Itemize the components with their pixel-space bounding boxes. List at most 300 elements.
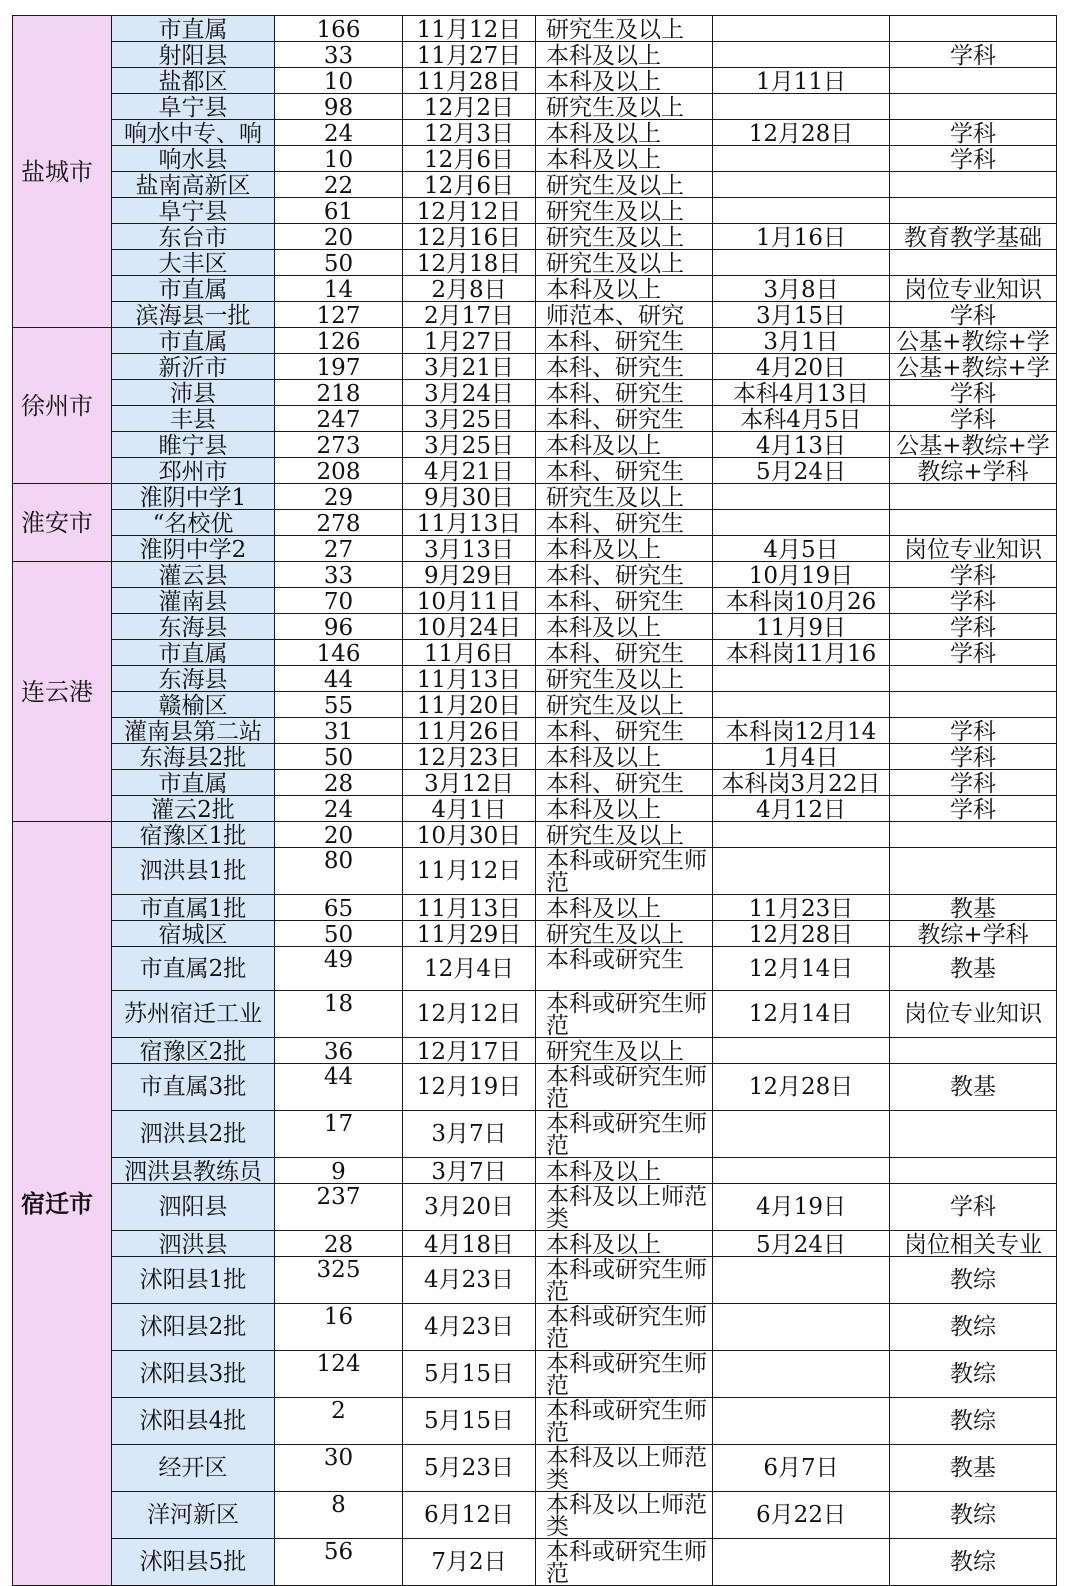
count-cell: 166 <box>275 16 403 42</box>
exam-date-cell <box>713 666 890 692</box>
count-cell: 27 <box>275 536 403 562</box>
exam-date-cell: 本科岗10月26 <box>713 588 890 614</box>
table-row <box>13 1304 1057 1351</box>
subject-cell <box>890 198 1057 224</box>
date-cell: 10月30日 <box>403 822 536 848</box>
district-cell: 市直属2批 <box>112 947 275 991</box>
table-row <box>13 172 1057 198</box>
district-cell: 沭阳县4批 <box>112 1398 275 1445</box>
subject-cell: 学科 <box>890 718 1057 744</box>
education-cell: 研究生及以上 <box>536 666 713 692</box>
table-row <box>13 562 1057 588</box>
exam-date-cell <box>713 1351 890 1398</box>
date-cell: 11月12日 <box>403 848 536 895</box>
table-row <box>13 536 1057 562</box>
district-cell: 市直属1批 <box>112 895 275 921</box>
count-cell: 10 <box>275 68 403 94</box>
exam-date-cell <box>713 172 890 198</box>
subject-cell: 学科 <box>890 770 1057 796</box>
count-cell: 2 <box>275 1398 403 1445</box>
date-cell: 10月24日 <box>403 614 536 640</box>
district-cell: 市直属 <box>112 640 275 666</box>
district-cell: 射阳县 <box>112 42 275 68</box>
education-cell: 本科、研究生 <box>536 406 713 432</box>
exam-date-cell: 4月12日 <box>713 796 890 822</box>
date-cell: 12月17日 <box>403 1038 536 1064</box>
table-row <box>13 921 1057 947</box>
date-cell: 6月12日 <box>403 1492 536 1539</box>
district-cell: 滨海县一批 <box>112 302 275 328</box>
district-cell: 苏州宿迁工业 <box>112 991 275 1038</box>
exam-date-cell: 11月9日 <box>713 614 890 640</box>
subject-cell: 学科 <box>890 744 1057 770</box>
count-cell: 96 <box>275 614 403 640</box>
subject-cell <box>890 172 1057 198</box>
table-row <box>13 744 1057 770</box>
district-cell: 宿城区 <box>112 921 275 947</box>
date-cell: 3月25日 <box>403 432 536 458</box>
education-cell: 本科、研究生 <box>536 640 713 666</box>
count-cell: 10 <box>275 146 403 172</box>
table-row <box>13 354 1057 380</box>
exam-date-cell: 5月24日 <box>713 1231 890 1257</box>
date-cell: 4月23日 <box>403 1257 536 1304</box>
date-cell: 12月6日 <box>403 172 536 198</box>
date-cell: 3月25日 <box>403 406 536 432</box>
date-cell: 11月13日 <box>403 666 536 692</box>
exam-date-cell <box>713 848 890 895</box>
education-cell: 本科及以上 <box>536 68 713 94</box>
count-cell: 127 <box>275 302 403 328</box>
district-cell: 灌南县 <box>112 588 275 614</box>
table-row <box>13 510 1057 536</box>
education-cell: 研究生及以上 <box>536 822 713 848</box>
exam-date-cell <box>713 1158 890 1184</box>
table-row <box>13 484 1057 510</box>
count-cell: 197 <box>275 354 403 380</box>
education-cell: 本科、研究生 <box>536 328 713 354</box>
exam-date-cell: 3月1日 <box>713 328 890 354</box>
district-cell: 淮阴中学1 <box>112 484 275 510</box>
table-row <box>13 146 1057 172</box>
district-cell: 灌云2批 <box>112 796 275 822</box>
count-cell: 31 <box>275 718 403 744</box>
district-cell: 市直属 <box>112 328 275 354</box>
date-cell: 4月1日 <box>403 796 536 822</box>
count-cell: 98 <box>275 94 403 120</box>
count-cell: 17 <box>275 1111 403 1158</box>
exam-date-cell: 12月14日 <box>713 991 890 1038</box>
education-cell: 本科或研究生师范 <box>536 991 713 1038</box>
subject-cell: 公基+教综+学 <box>890 432 1057 458</box>
table-row <box>13 302 1057 328</box>
education-cell: 本科及以上 <box>536 120 713 146</box>
date-cell: 3月21日 <box>403 354 536 380</box>
count-cell: 44 <box>275 1064 403 1111</box>
subject-cell: 教综 <box>890 1539 1057 1586</box>
table-row <box>13 822 1057 848</box>
date-cell: 4月23日 <box>403 1304 536 1351</box>
district-cell: 市直属 <box>112 16 275 42</box>
district-cell: 市直属 <box>112 770 275 796</box>
count-cell: 56 <box>275 1539 403 1586</box>
table-row <box>13 666 1057 692</box>
table-row <box>13 1158 1057 1184</box>
education-cell: 本科及以上师范类 <box>536 1492 713 1539</box>
district-cell: 盐南高新区 <box>112 172 275 198</box>
subject-cell: 学科 <box>890 614 1057 640</box>
district-cell: 泗洪县1批 <box>112 848 275 895</box>
date-cell: 3月20日 <box>403 1184 536 1231</box>
education-cell: 师范本、研究 <box>536 302 713 328</box>
exam-date-cell: 12月28日 <box>713 921 890 947</box>
district-cell: 洋河新区 <box>112 1492 275 1539</box>
date-cell: 9月29日 <box>403 562 536 588</box>
date-cell: 12月23日 <box>403 744 536 770</box>
count-cell: 22 <box>275 172 403 198</box>
subject-cell: 公基+教综+学 <box>890 328 1057 354</box>
subject-cell <box>890 510 1057 536</box>
education-cell: 本科及以上 <box>536 42 713 68</box>
education-cell: 本科或研究生师范 <box>536 1351 713 1398</box>
count-cell: 8 <box>275 1492 403 1539</box>
education-cell: 研究生及以上 <box>536 250 713 276</box>
education-cell: 本科、研究生 <box>536 770 713 796</box>
subject-cell: 学科 <box>890 406 1057 432</box>
table-row <box>13 1111 1057 1158</box>
district-cell: 沛县 <box>112 380 275 406</box>
date-cell: 5月15日 <box>403 1398 536 1445</box>
subject-cell: 教基 <box>890 895 1057 921</box>
count-cell: 325 <box>275 1257 403 1304</box>
table-row <box>13 1038 1057 1064</box>
count-cell: 65 <box>275 895 403 921</box>
date-cell: 11月13日 <box>403 510 536 536</box>
count-cell: 273 <box>275 432 403 458</box>
count-cell: 36 <box>275 1038 403 1064</box>
exam-date-cell: 1月4日 <box>713 744 890 770</box>
education-cell: 本科、研究生 <box>536 458 713 484</box>
table-row <box>13 692 1057 718</box>
subject-cell: 教综+学科 <box>890 458 1057 484</box>
education-cell: 本科或研究生师范 <box>536 1304 713 1351</box>
table-row <box>13 718 1057 744</box>
subject-cell: 教综+学科 <box>890 921 1057 947</box>
district-cell: 东海县2批 <box>112 744 275 770</box>
count-cell: 44 <box>275 666 403 692</box>
district-cell: 经开区 <box>112 1445 275 1492</box>
exam-date-cell <box>713 146 890 172</box>
date-cell: 12月16日 <box>403 224 536 250</box>
education-cell: 本科及以上 <box>536 895 713 921</box>
education-cell: 本科及以上师范类 <box>536 1445 713 1492</box>
district-cell: 响水中专、响 <box>112 120 275 146</box>
subject-cell: 教育教学基础 <box>890 224 1057 250</box>
subject-cell: 教基 <box>890 947 1057 991</box>
table-row <box>13 458 1057 484</box>
date-cell: 4月21日 <box>403 458 536 484</box>
district-cell: 沭阳县1批 <box>112 1257 275 1304</box>
exam-date-cell: 11月23日 <box>713 895 890 921</box>
date-cell: 12月6日 <box>403 146 536 172</box>
subject-cell: 学科 <box>890 380 1057 406</box>
date-cell: 7月2日 <box>403 1539 536 1586</box>
education-cell: 本科或研究生师范 <box>536 1064 713 1111</box>
count-cell: 237 <box>275 1184 403 1231</box>
date-cell: 11月29日 <box>403 921 536 947</box>
table-row <box>13 1184 1057 1231</box>
subject-cell: 教综 <box>890 1398 1057 1445</box>
education-cell: 研究生及以上 <box>536 484 713 510</box>
table-row <box>13 848 1057 895</box>
count-cell: 24 <box>275 120 403 146</box>
district-cell: 宿豫区1批 <box>112 822 275 848</box>
table-row <box>13 1539 1057 1586</box>
subject-cell: 教综 <box>890 1257 1057 1304</box>
count-cell: 33 <box>275 42 403 68</box>
education-cell: 研究生及以上 <box>536 224 713 250</box>
district-cell: 市直属3批 <box>112 1064 275 1111</box>
education-cell: 本科及以上师范类 <box>536 1184 713 1231</box>
education-cell: 研究生及以上 <box>536 1038 713 1064</box>
count-cell: 126 <box>275 328 403 354</box>
date-cell: 11月28日 <box>403 68 536 94</box>
exam-date-cell <box>713 484 890 510</box>
count-cell: 146 <box>275 640 403 666</box>
subject-cell <box>890 1038 1057 1064</box>
count-cell: 124 <box>275 1351 403 1398</box>
exam-date-cell <box>713 94 890 120</box>
subject-cell: 学科 <box>890 146 1057 172</box>
table-row <box>13 1064 1057 1111</box>
district-cell: 泗洪县 <box>112 1231 275 1257</box>
education-cell: 本科、研究生 <box>536 588 713 614</box>
education-cell: 本科、研究生 <box>536 718 713 744</box>
table-row <box>13 588 1057 614</box>
table-row <box>13 1351 1057 1398</box>
district-cell: 灌云县 <box>112 562 275 588</box>
subject-cell: 教综 <box>890 1304 1057 1351</box>
count-cell: 247 <box>275 406 403 432</box>
count-cell: 50 <box>275 921 403 947</box>
subject-cell: 学科 <box>890 1184 1057 1231</box>
count-cell: 20 <box>275 822 403 848</box>
table-row <box>13 1231 1057 1257</box>
exam-date-cell: 4月20日 <box>713 354 890 380</box>
exam-date-cell: 4月5日 <box>713 536 890 562</box>
subject-cell: 教综 <box>890 1492 1057 1539</box>
exam-date-cell: 12月28日 <box>713 1064 890 1111</box>
subject-cell <box>890 68 1057 94</box>
count-cell: 9 <box>275 1158 403 1184</box>
subject-cell <box>890 1111 1057 1158</box>
subject-cell: 岗位专业知识 <box>890 991 1057 1038</box>
district-cell: 邳州市 <box>112 458 275 484</box>
subject-cell <box>890 94 1057 120</box>
table-row <box>13 1257 1057 1304</box>
exam-date-cell <box>713 250 890 276</box>
education-cell: 本科或研究生师范 <box>536 1539 713 1586</box>
date-cell: 3月24日 <box>403 380 536 406</box>
exam-date-cell <box>713 1398 890 1445</box>
subject-cell: 教综 <box>890 1351 1057 1398</box>
exam-date-cell <box>713 1257 890 1304</box>
date-cell: 11月26日 <box>403 718 536 744</box>
district-cell: 大丰区 <box>112 250 275 276</box>
education-cell: 研究生及以上 <box>536 16 713 42</box>
exam-date-cell: 6月22日 <box>713 1492 890 1539</box>
date-cell: 11月20日 <box>403 692 536 718</box>
education-cell: 本科及以上 <box>536 796 713 822</box>
district-cell: 泗洪县教练员 <box>112 1158 275 1184</box>
date-cell: 11月12日 <box>403 16 536 42</box>
exam-date-cell: 本科岗3月22日 <box>713 770 890 796</box>
count-cell: 24 <box>275 796 403 822</box>
education-cell: 本科及以上 <box>536 744 713 770</box>
city-cell: 宿迁市 <box>13 822 112 1586</box>
table-row <box>13 432 1057 458</box>
date-cell: 3月13日 <box>403 536 536 562</box>
count-cell: 18 <box>275 991 403 1038</box>
count-cell: 30 <box>275 1445 403 1492</box>
district-cell: 响水县 <box>112 146 275 172</box>
district-cell: 淮阴中学2 <box>112 536 275 562</box>
count-cell: 80 <box>275 848 403 895</box>
table-row <box>13 947 1057 991</box>
subject-cell: 岗位专业知识 <box>890 536 1057 562</box>
education-cell: 研究生及以上 <box>536 94 713 120</box>
exam-date-cell <box>713 198 890 224</box>
count-cell: 50 <box>275 250 403 276</box>
district-cell: 沭阳县3批 <box>112 1351 275 1398</box>
count-cell: 55 <box>275 692 403 718</box>
date-cell: 3月7日 <box>403 1111 536 1158</box>
district-cell: 新沂市 <box>112 354 275 380</box>
district-cell: 阜宁县 <box>112 94 275 120</box>
date-cell: 12月12日 <box>403 198 536 224</box>
exam-date-cell: 5月24日 <box>713 458 890 484</box>
education-cell: 本科或研究生师范 <box>536 1398 713 1445</box>
table-row <box>13 250 1057 276</box>
date-cell: 5月15日 <box>403 1351 536 1398</box>
exam-date-cell: 6月7日 <box>713 1445 890 1492</box>
subject-cell: 岗位相关专业 <box>890 1231 1057 1257</box>
subject-cell: 岗位专业知识 <box>890 276 1057 302</box>
education-cell: 本科及以上 <box>536 536 713 562</box>
date-cell: 10月11日 <box>403 588 536 614</box>
exam-date-cell <box>713 510 890 536</box>
district-cell: 东海县 <box>112 614 275 640</box>
education-cell: 本科及以上 <box>536 1158 713 1184</box>
subject-cell <box>890 250 1057 276</box>
count-cell: 49 <box>275 947 403 991</box>
exam-date-cell: 本科4月5日 <box>713 406 890 432</box>
exam-date-cell <box>713 42 890 68</box>
subject-cell: 公基+教综+学 <box>890 354 1057 380</box>
subject-cell: 学科 <box>890 796 1057 822</box>
date-cell: 1月27日 <box>403 328 536 354</box>
table-row <box>13 895 1057 921</box>
education-cell: 本科或研究生师范 <box>536 1257 713 1304</box>
table-body <box>13 16 1057 1586</box>
subject-cell: 学科 <box>890 562 1057 588</box>
exam-date-cell <box>713 16 890 42</box>
table-row <box>13 16 1057 42</box>
exam-date-cell <box>713 692 890 718</box>
district-cell: “名校优 <box>112 510 275 536</box>
exam-date-cell: 4月19日 <box>713 1184 890 1231</box>
subject-cell: 学科 <box>890 42 1057 68</box>
education-cell: 本科及以上 <box>536 1231 713 1257</box>
subject-cell <box>890 484 1057 510</box>
subject-cell: 教基 <box>890 1064 1057 1111</box>
district-cell: 泗阳县 <box>112 1184 275 1231</box>
table-row <box>13 1398 1057 1445</box>
district-cell: 沭阳县2批 <box>112 1304 275 1351</box>
education-cell: 本科及以上 <box>536 276 713 302</box>
education-cell: 研究生及以上 <box>536 172 713 198</box>
exam-date-cell <box>713 1304 890 1351</box>
subject-cell <box>890 848 1057 895</box>
table-row <box>13 1492 1057 1539</box>
count-cell: 14 <box>275 276 403 302</box>
exam-date-cell <box>713 1111 890 1158</box>
exam-date-cell <box>713 1539 890 1586</box>
exam-date-cell: 3月8日 <box>713 276 890 302</box>
district-cell: 东海县 <box>112 666 275 692</box>
count-cell: 28 <box>275 770 403 796</box>
education-cell: 本科或研究生师范 <box>536 1111 713 1158</box>
date-cell: 2月17日 <box>403 302 536 328</box>
subject-cell: 教基 <box>890 1445 1057 1492</box>
subject-cell <box>890 16 1057 42</box>
date-cell: 3月7日 <box>403 1158 536 1184</box>
count-cell: 16 <box>275 1304 403 1351</box>
date-cell: 12月4日 <box>403 947 536 991</box>
exam-date-cell: 3月15日 <box>713 302 890 328</box>
date-cell: 12月19日 <box>403 1064 536 1111</box>
table-row <box>13 1445 1057 1492</box>
table-row <box>13 614 1057 640</box>
exam-date-cell: 本科岗12月14 <box>713 718 890 744</box>
district-cell: 丰县 <box>112 406 275 432</box>
subject-cell <box>890 822 1057 848</box>
table-row <box>13 42 1057 68</box>
district-cell: 睢宁县 <box>112 432 275 458</box>
education-cell: 本科及以上 <box>536 432 713 458</box>
count-cell: 50 <box>275 744 403 770</box>
table-row <box>13 198 1057 224</box>
city-cell: 盐城市 <box>13 16 112 328</box>
education-cell: 本科、研究生 <box>536 354 713 380</box>
table-row <box>13 276 1057 302</box>
date-cell: 9月30日 <box>403 484 536 510</box>
count-cell: 29 <box>275 484 403 510</box>
exam-date-cell <box>713 822 890 848</box>
exam-date-cell: 本科4月13日 <box>713 380 890 406</box>
table-row <box>13 991 1057 1038</box>
date-cell: 3月12日 <box>403 770 536 796</box>
education-cell: 研究生及以上 <box>536 198 713 224</box>
table-row <box>13 406 1057 432</box>
education-cell: 本科及以上 <box>536 614 713 640</box>
subject-cell: 学科 <box>890 640 1057 666</box>
count-cell: 28 <box>275 1231 403 1257</box>
subject-cell <box>890 666 1057 692</box>
table-row <box>13 380 1057 406</box>
district-cell: 灌南县第二站 <box>112 718 275 744</box>
exam-date-cell: 12月14日 <box>713 947 890 991</box>
